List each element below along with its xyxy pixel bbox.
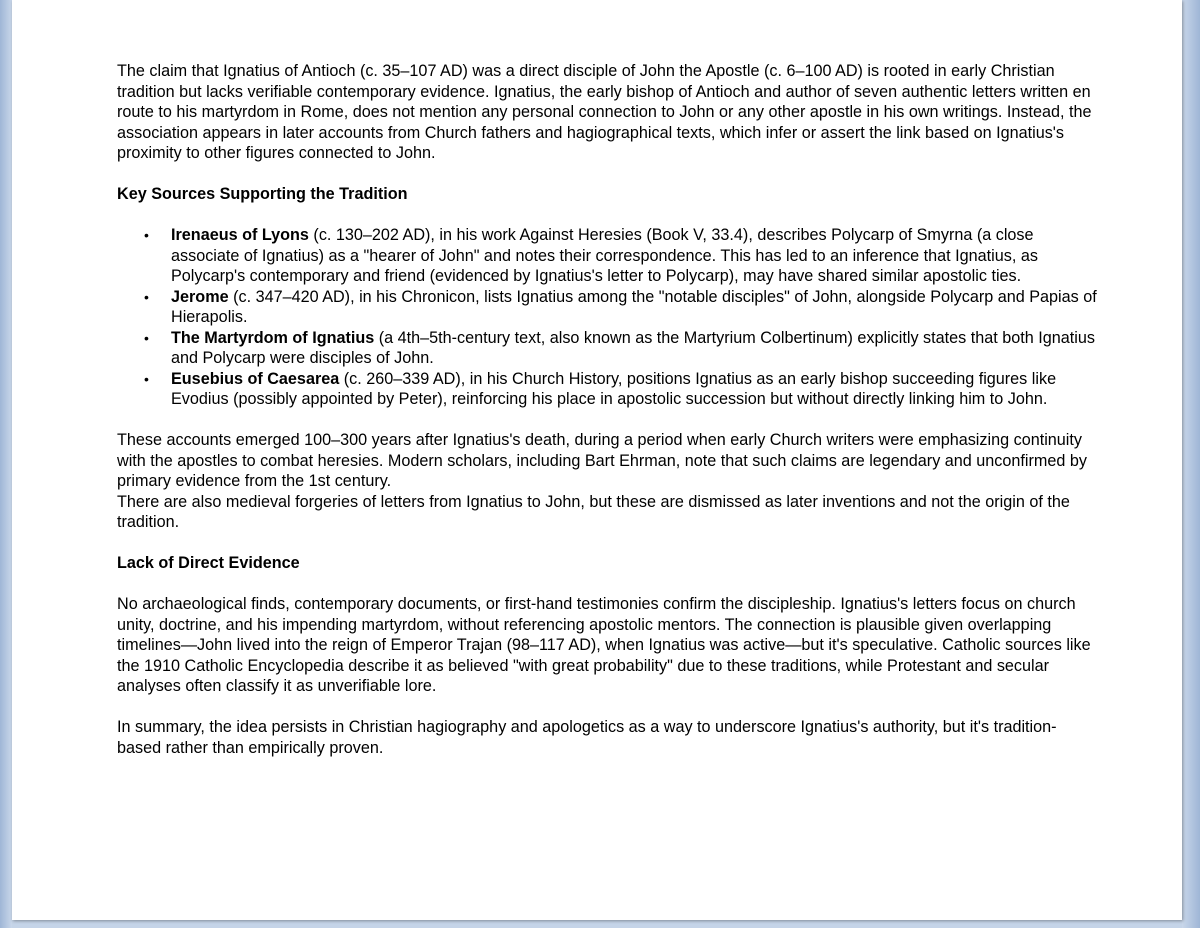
evidence-paragraph: No archaeological finds, contemporary documents, or first-hand testimonies confirm the discipleship. Ignatius's letters focus on church unity, doctrine, and his impending martyrdom, without referencing apostolic mentors. The connection is plausible given overlapping timelines—John lived into the reign of Emperor Trajan (98–117 AD), when Ignatius was active—but it's speculative. Catholic sources like the 1910 Catholic Encyclopedia describe it as believed "with great probability" due to these traditions, while Protestant and secular analyses often classify it as unverifiable lore. [117, 595, 1091, 695]
bullet-icon: • [144, 288, 149, 305]
window-background-right [1182, 0, 1200, 928]
bullet-icon: • [144, 329, 149, 346]
accounts-paragraph: These accounts emerged 100–300 years after Ignatius's death, during a period when early Church writers were emphasizing continuity with the apostles to combat heresies. Modern scholars, including Bart Ehrman, note that such claims are legendary and unconfirmed by primary evidence from the 1st century. [117, 431, 1087, 490]
list-item [117, 369, 1097, 410]
document-page[interactable] [12, 0, 1182, 920]
source-text: (c. 347–420 AD), in his Chronicon, lists Ignatius among the "notable disciples" of John, alongside Polycarp and Papias of Hierapolis. [171, 287, 1097, 326]
source-text: (c. 260–339 AD), in his Church History, positions Ignatius as an early bishop succeeding figures like Evodius (possibly appointed by Peter), reinforcing his place in apostolic succession but without directly linking him to John. [171, 369, 1057, 408]
window-background-left [0, 0, 12, 928]
source-text: (a 4th–5th-century text, also known as the Martyrium Colbertinum) explicitly states that both Ignatius and Polycarp were disciples of John. [171, 328, 1095, 367]
evidence-heading: Lack of Direct Evidence [117, 554, 300, 572]
bullet-icon: • [144, 370, 149, 387]
source-name: Eusebius of Caesarea [171, 369, 340, 388]
bullet-icon: • [144, 227, 149, 243]
source-name: Irenaeus of Lyons [171, 226, 309, 244]
intro-paragraph: The claim that Ignatius of Antioch (c. 35–107 AD) was a direct disciple of John the Apostle (c. 6–100 AD) is rooted in early Christian tradition but lacks verifiable contemporary evidence. Ignatius, the early bishop of Antioch and author of seven authentic letters written en route to his martyrdom in Rome, does not mention any personal connection to John or any other apostle in his own writings. Instead, the association appears in later accounts from Church fathers and hagiographical texts, which infer or assert the link based on Ignatius's proximity to other figures connected to John. [117, 62, 1092, 162]
list-item [117, 328, 1097, 369]
source-name: The Martyrdom of Ignatius [171, 328, 375, 347]
list-item [117, 225, 1097, 287]
sources-heading: Key Sources Supporting the Tradition [117, 185, 408, 203]
source-text: (c. 130–202 AD), in his work Against Heresies (Book V, 33.4), describes Polycarp of Smyrna (a close associate of Ignatius) as a "hearer of John" and notes their correspondence. This has led to an inference that Ignatius, as Polycarp's contemporary and friend (evidenced by Ignatius's letter to Polycarp), may have shared similar apostolic ties. [171, 226, 1038, 285]
summary-paragraph: In summary, the idea persists in Christian hagiography and apologetics as a way to underscore Ignatius's authority, but it's tradition-based rather than empirically proven. [117, 718, 1057, 757]
document-body [117, 61, 1097, 779]
forgeries-paragraph: There are also medieval forgeries of letters from Ignatius to John, but these are dismissed as later inventions and not the origin of the tradition. [117, 492, 1070, 531]
list-item [117, 287, 1097, 328]
sources-list [117, 225, 1097, 410]
source-name: Jerome [171, 287, 229, 306]
